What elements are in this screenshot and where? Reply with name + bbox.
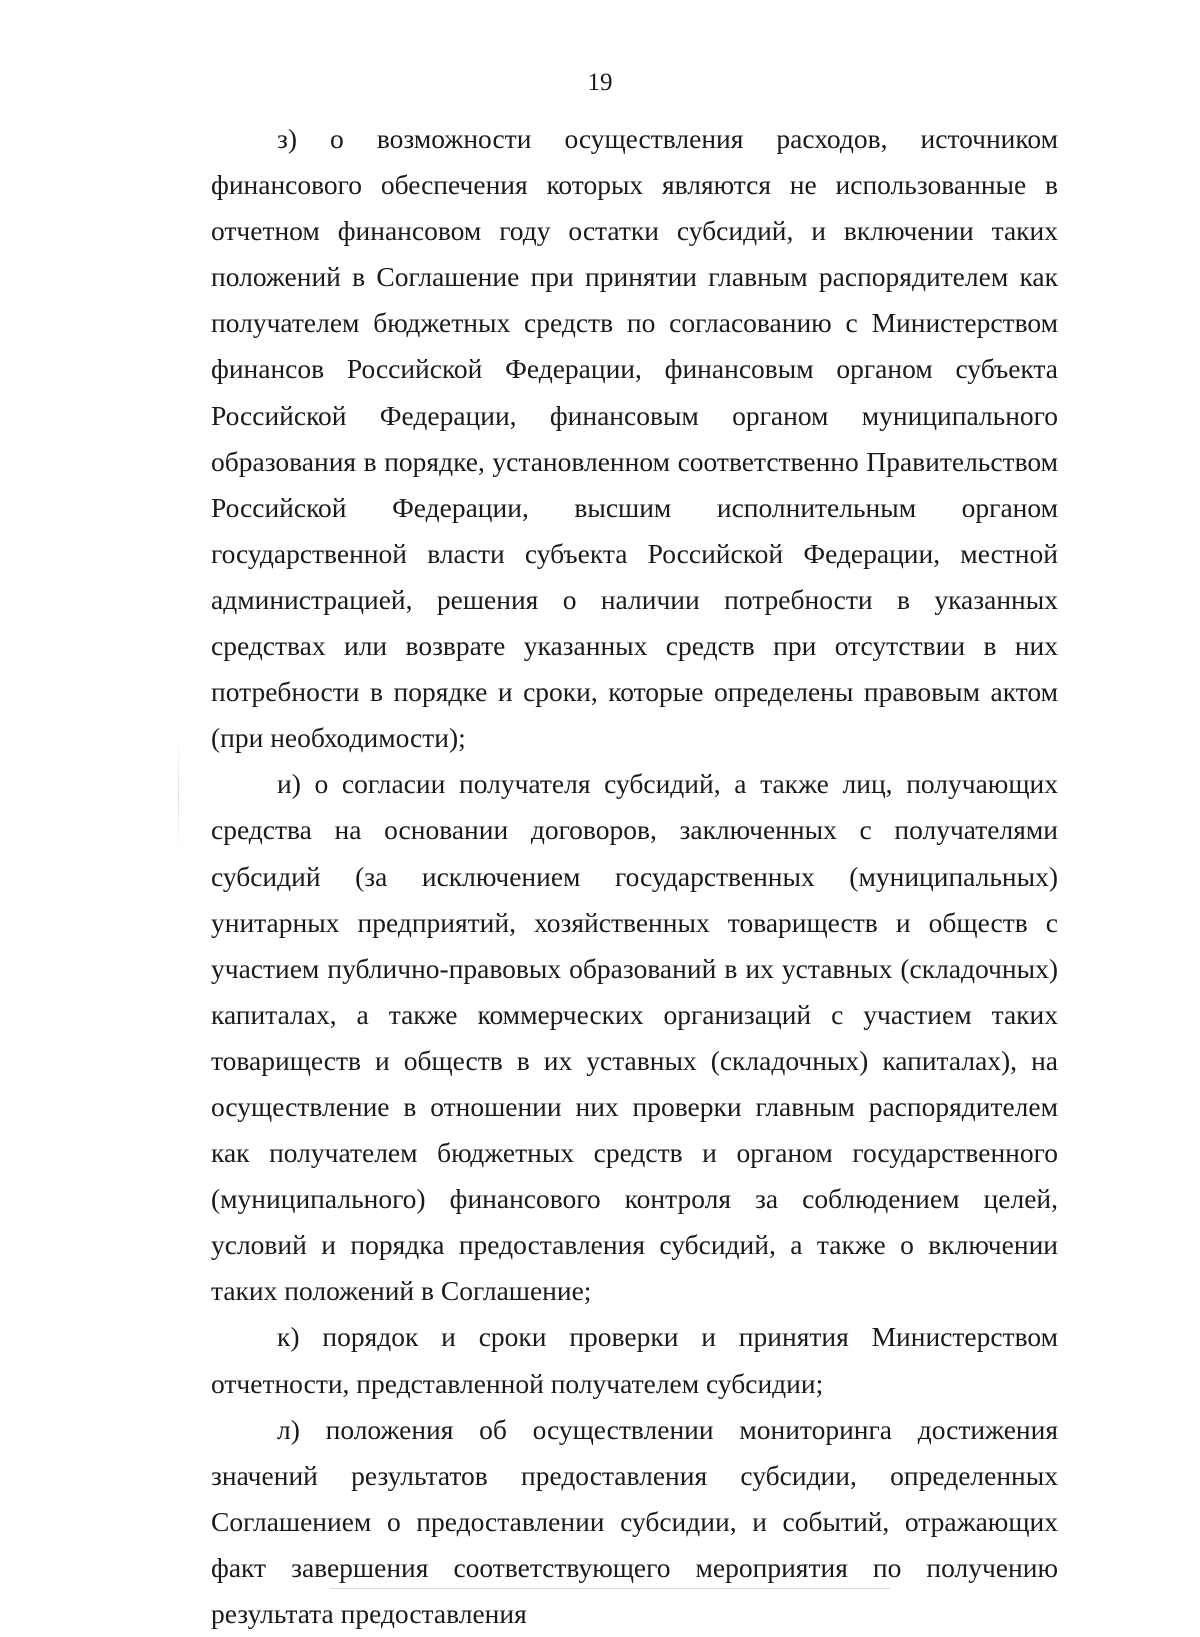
paragraph-l: л) положения об осуществлении мониторинга достижения значений результатов предоставления субсидии, определенных Соглашением о предоставлении субсидии, и событий, отражающих факт завершения соответствующего мероприятия по получению результата предоставления	[211, 1413, 1058, 1629]
document-body	[211, 116, 1058, 1637]
paragraph-z: з) о возможности осуществления расходов, источником финансового обеспечения которых являются не использованные в отчетном финансовом году остатки субсидий, и включении таких положений в Соглашение при принятии главным распорядителем как получателем бюджетных средств по согласованию с Министерством финансов Российской Федерации, финансовым органом субъекта Российской Федерации, финансовым органом муниципального образования в порядке, установленном соответственно Правительством Российской Федерации, высшим исполнительным органом государственной власти субъекта Российской Федерации, местной администрацией, решения о наличии потребности в указанных средствах или возврате указанных средств при отсутствии в них потребности в порядке и сроки, которые определены правовым актом (при необходимости);	[211, 123, 1058, 754]
page-number: 19	[587, 69, 613, 96]
paragraph-k: к) порядок и сроки проверки и принятия Министерством отчетности, представленной получателем субсидии;	[211, 1321, 1058, 1399]
scan-edge-line	[330, 1588, 890, 1589]
paragraph-i: и) о согласии получателя субсидий, а также лиц, получающих средства на основании договоров, заключенных с получателями субсидий (за исключением государственных (муниципальных) унитарных предприятий, хозяйственных товариществ и обществ с участием публично-правовых образований в их уставных (складочных) капиталах, а также коммерческих организаций с участием таких товариществ и обществ в их уставных (складочных) капиталах), на осуществление в отношении них проверки главным распорядителем как получателем бюджетных средств и органом государственного (муниципального) финансового контроля за соблюдением целей, условий и порядка предоставления субсидий, а также о включении таких положений в Соглашение;	[211, 768, 1058, 1307]
scan-artifact	[178, 735, 179, 855]
